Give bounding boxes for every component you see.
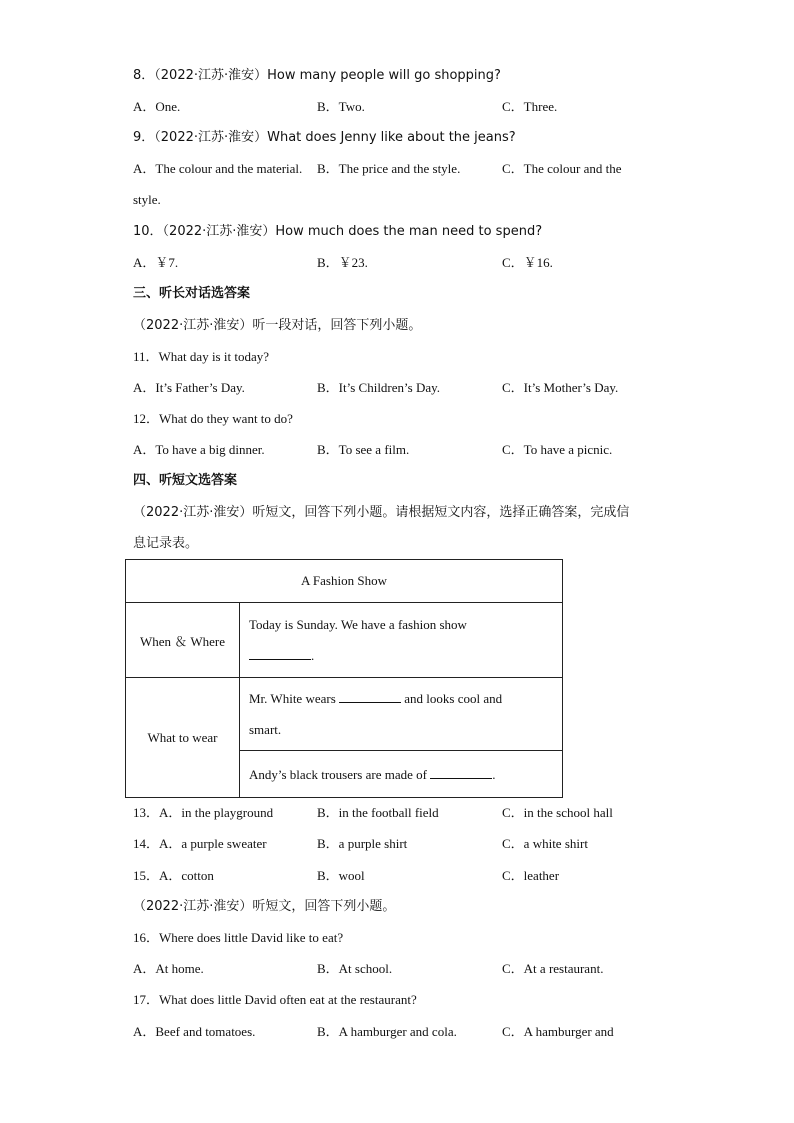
table-cell-andy [240,751,563,798]
row-1-text: Today is Sunday. We have a fashion show [249,617,467,632]
question-9-stem: 9．（2022·江苏·淮安）What does Jenny like about the jeans? [133,130,516,145]
question-12-option-b: B．To see a film. [317,442,410,457]
row-3-text: Andy’s black trousers are made of [249,766,427,782]
answer-blank-14 [339,690,401,703]
section-4-intro-2: （2022·江苏·淮安）听短文，回答下列小题。 [133,899,396,914]
question-11-stem: 11．What day is it today? [133,349,269,364]
question-17-option-b: B．A hamburger and cola. [317,1024,457,1039]
question-15-option-a: 15．A．cotton [133,868,214,883]
question-9-option-c-continued: style. [133,192,161,207]
question-10-stem: 10．（2022·江苏·淮安）How much does the man need to spend? [133,224,543,239]
question-13-option-b: B．in the football field [317,805,439,820]
table-title: A Fashion Show [126,560,563,603]
question-9-option-c: C．The colour and the [502,161,622,176]
question-12-option-a: A．To have a big dinner. [133,442,265,457]
question-8-option-c: C．Three. [502,99,558,114]
row-2-text-c: smart. [249,722,282,737]
question-13-option-a: 13．A．in the playground [133,805,274,820]
answer-blank-13 [249,647,311,660]
question-12-option-c: C．To have a picnic. [502,442,613,457]
table-label-what-to-wear: What to wear [126,678,240,798]
question-11-option-a: A．It’s Father’s Day. [133,380,245,395]
table-cell-when-where [240,603,563,678]
question-17-stem: 17．What does little David often eat at the restaurant? [133,992,417,1007]
question-14-option-a: 14．A．a purple sweater [133,836,267,851]
row-2-text-b: and looks cool and [404,691,503,706]
question-8-option-a: A．One. [133,99,181,114]
section-4-heading: 四、听短文选答案 [133,473,238,488]
question-11-option-c: C．It’s Mother’s Day. [502,380,619,395]
question-10-option-b: B．￥23. [317,255,368,270]
question-12-stem: 12．What do they want to do? [133,411,293,426]
question-14-option-b: B．a purple shirt [317,836,408,851]
question-16-option-a: A．At home. [133,961,204,976]
question-16-option-c: C．At a restaurant. [502,961,604,976]
question-15-option-c: C．leather [502,868,560,883]
question-9-option-b: B．The price and the style. [317,161,461,176]
row-1-end: . [311,648,315,663]
table-cell-mr-white [240,678,563,751]
question-11-option-b: B．It’s Children’s Day. [317,380,441,395]
question-15-option-b: B．wool [317,868,365,883]
section-3-heading: 三、听长对话选答案 [133,286,251,301]
answer-blank-15 [430,766,492,779]
question-10-option-a: A．￥7. [133,255,179,270]
question-17-option-a: A．Beef and tomatoes. [133,1024,256,1039]
question-9-option-a: A．The colour and the material. [133,161,303,176]
question-8-option-b: B．Two. [317,99,365,114]
question-13-option-c: C．in the school hall [502,805,613,820]
fashion-show-table [125,559,563,798]
row-2-text-a: Mr. White wears [249,691,336,706]
question-10-option-c: C．￥16. [502,255,553,270]
question-14-option-c: C．a white shirt [502,836,588,851]
question-8-stem: 8．（2022·江苏·淮安）How many people will go shopping? [133,68,501,83]
question-16-stem: 16．Where does little David like to eat? [133,930,344,945]
row-3-end: . [492,766,496,782]
question-16-option-b: B．At school. [317,961,393,976]
question-17-option-c: C．A hamburger and [502,1024,614,1039]
table-label-when-where: When ＆ Where [126,603,240,678]
section-4-intro-line-1: （2022·江苏·淮安）听短文，回答下列小题。请根据短文内容，选择正确答案，完成信 [133,505,630,520]
section-3-intro: （2022·江苏·淮安）听一段对话，回答下列小题。 [133,318,422,333]
section-4-intro-line-2: 息记录表。 [133,536,199,551]
